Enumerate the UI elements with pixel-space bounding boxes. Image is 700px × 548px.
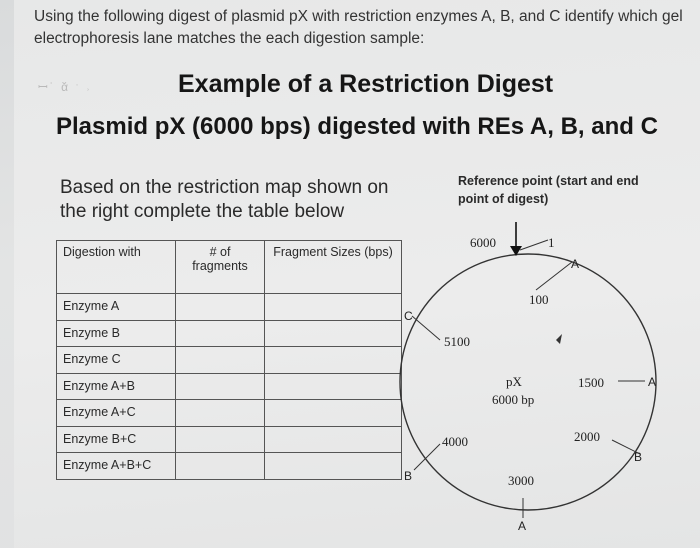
position-label: 4000 bbox=[442, 434, 468, 449]
row-label: Enzyme B+C bbox=[57, 426, 176, 453]
plasmid-circle bbox=[400, 254, 656, 510]
question-text: Using the following digest of plasmid pX with restriction enzymes A, B, and C identify which gel electrophoresis lane matches the each digestion sample: bbox=[34, 8, 683, 47]
position-label: 5100 bbox=[444, 334, 470, 349]
site-label: A bbox=[648, 375, 657, 389]
position-label: 2000 bbox=[574, 429, 600, 444]
position-label: 100 bbox=[529, 292, 549, 307]
tick-5100 bbox=[412, 316, 440, 340]
tick-6000 bbox=[520, 240, 548, 250]
row-label: Enzyme A+C bbox=[57, 400, 176, 427]
header-fragment-sizes: Fragment Sizes (bps) bbox=[265, 241, 402, 294]
row-label: Enzyme A+B bbox=[57, 373, 176, 400]
site-label: B bbox=[404, 469, 413, 483]
row-label: Enzyme A bbox=[57, 294, 176, 321]
slide-title: Example of a Restriction Digest bbox=[178, 70, 554, 98]
row-label: Enzyme A+B+C bbox=[57, 453, 176, 480]
site-label: A bbox=[571, 257, 580, 271]
position-label: 6000 bbox=[470, 235, 496, 250]
reference-tick-label: 1 bbox=[548, 235, 555, 250]
header-fragments: # of fragments bbox=[176, 241, 265, 294]
plasmid-size: 6000 bp bbox=[492, 392, 535, 407]
row-label: Enzyme B bbox=[57, 320, 176, 347]
position-label: 3000 bbox=[508, 473, 534, 488]
site-label: B bbox=[634, 450, 643, 464]
small-arrow-icon bbox=[556, 334, 562, 344]
tick-100 bbox=[536, 262, 572, 290]
plasmid-name: pX bbox=[506, 374, 522, 389]
slide-subtitle: Plasmid pX (6000 bps) digested with REs A, B, and C bbox=[56, 113, 658, 140]
reference-point-note: Reference point (start and end point of digest) bbox=[458, 174, 639, 206]
faded-toolbar-icons: ꟷ˙ ᾰ ˑ ˒ bbox=[38, 80, 93, 94]
site-label: A bbox=[518, 519, 527, 533]
row-label: Enzyme C bbox=[57, 347, 176, 374]
instructions-text: Based on the restriction map shown on the right complete the table below bbox=[60, 177, 389, 222]
site-label: C bbox=[404, 309, 413, 323]
position-label: 1500 bbox=[578, 375, 604, 390]
header-digestion: Digestion with bbox=[57, 241, 176, 294]
